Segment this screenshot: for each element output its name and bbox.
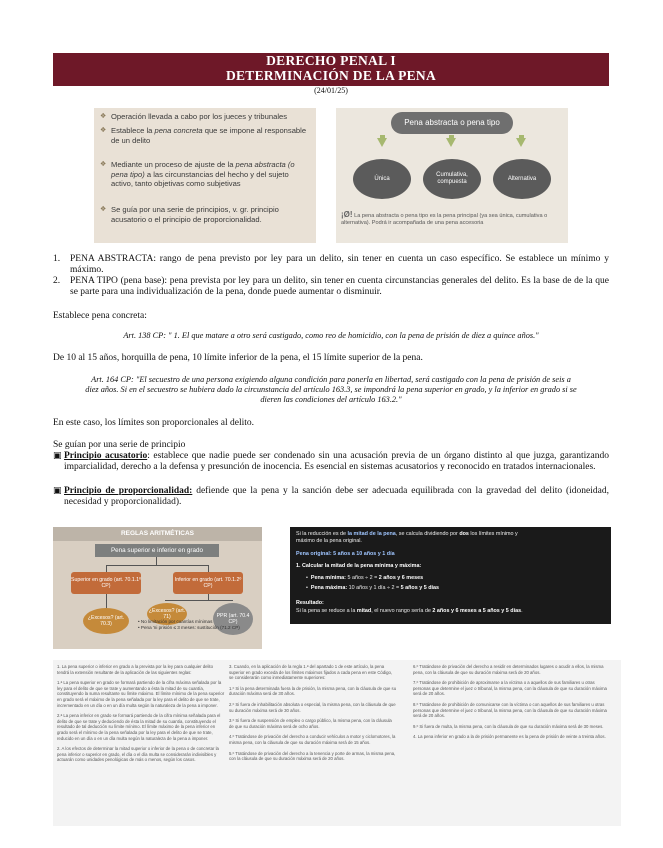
slide-reduccion-mitad (290, 527, 611, 624)
text-line: • Pena máxima: 10 años y 1 día ÷ 2 = 5 años y 5 días (306, 585, 439, 591)
oval-excesos-71: ¿Excesos? (art. 71) (147, 603, 187, 625)
slide-reglas-aritmeticas (53, 527, 262, 649)
oval-cumulativa: Cumulativa, compuesta (423, 159, 481, 199)
connector-line (106, 565, 208, 566)
slide-bullet: ❖ Establece la pena concreta que se impone al responsable de un delito (100, 126, 307, 145)
list-item: 1. PENA ABSTRACTA: rango de pena previsto por ley para un delito, sin tener en cuenta un caso específico. Se establece un mínimo y máximo. (53, 254, 609, 275)
slide-note: ¡Ø! La pena abstracta o pena tipo es la pena principal (ya sea única, cumulativa o alternativa). Podrá ir acompañada de una pena accesoria (341, 210, 548, 226)
oval-unica: Única (353, 159, 411, 199)
text-line: Si la reducción es de la mitad de la pena, se calcula dividiendo por dos los límites mínimo y (296, 531, 518, 537)
quote-art-138: Art. 138 CP: " 1. El que matare a otro será castigado, como reo de homicidio, con la pena de prisión de diez a quince años." (123, 331, 539, 340)
connector-line (156, 557, 157, 565)
articulo-70-panel (53, 660, 621, 826)
oval-ppr: PPR (art. 70.4 CP) (213, 603, 253, 635)
title-banner (53, 53, 609, 86)
bullet-diamond-icon: ❖ (100, 113, 107, 120)
slide-bullet: ❖ Operación llevada a cabo por los jueces y tribunales (100, 112, 288, 121)
slide-determinacion (94, 108, 316, 243)
list-item: ▣ Principio de proporcionalidad: defiende que la pena y la sanción debe ser adecuada equilibrada con la gravedad del delito (idoneidad, necesidad y proporcionalidad). (53, 485, 609, 507)
warning-mark: ¡Ø! (341, 210, 353, 219)
slide-bullets: • No limitación por cuantías mínimas • Pena 'ni prisión ≤ 3 meses: sustitución (71.2 CP) (138, 619, 240, 630)
slide-title: REGLAS ARITMÉTICAS (53, 527, 262, 541)
paragraph: En este caso, los límites son proporcionales al delito. (53, 418, 255, 428)
slide-pena-abstracta (336, 108, 568, 243)
arrow-down-icon (516, 138, 526, 147)
text-line: máximo de la pena original. (296, 538, 362, 544)
paragraph: De 10 al 15 años, horquilla de pena, 10 límite inferior de la pena, el 15 límite superior de la pena. (53, 353, 423, 363)
text-line: Si la pena se reduce a la mitad, el nuevo rango sería de 2 años y 6 meses a 5 años y 5 días. (296, 608, 523, 614)
text-line: • Pena mínima: 5 años ÷ 2 = 2 años y 6 meses (306, 575, 424, 581)
title-line-2: DETERMINACIÓN DE LA PENA (225, 68, 437, 83)
slide-bullet: ❖ Se guía por una serie de principios, v. gr. principio acusatorio o el principio de proporcionalidad. (100, 205, 279, 224)
list-item: ▣ Principio acusatorio: establece que nadie puede ser condenado sin una acusación previa de un órgano distinto al que juzga, garantizando imparcialidad, derecho a la defensa y presunción de inocencia. Es esencial en sistemas acusatorios y reconocido en tratados internacionales. (53, 450, 609, 472)
connector-line (208, 565, 209, 572)
paragraph: Establece pena concreta: (53, 311, 147, 321)
bullet-diamond-icon: ❖ (100, 161, 107, 168)
text-column: 1. La pena superior o inferior en grado a la prevista por la ley para cualquier delito tendrá la extensión resultante de la aplicación de las siguientes reglas: 1.ª La pena superior en grado se formará partiendo de la cifra máxima señalada por la ley para el delito de que se trate y aumentando a ésta la mitad de su cuantía, constituyendo la suma resultante su límite máximo. El límite mínimo de la pena superior en grado será el máximo de la pena señalada por la ley para el delito de que se trate, incrementado en un día o en un día multa según la naturaleza de la pena a imponer. 2.ª La pena inferior en grado se formará partiendo de la cifra mínima señalada para el delito de que se trate y deduciendo de ésta la mitad de su cuantía, constituyendo el resultado de tal deducción su límite mínimo. El límite máximo de la pena inferior en grado será el mínimo de la pena señalada por la ley para el delito de que se trate, reducido en un día o en un día multa según la naturaleza de la pena a imponer. 2. A los efectos de determinar la mitad superior o inferior de la pena o de concretar la pena inferior o superior en grado, el día o el día multa se considerarán indivisibles y actuarán como unidades penológicas de más o menos, según los casos. (57, 664, 225, 763)
connector-line (165, 600, 233, 601)
text-column: 6.º Tratándose de privación del derecho a residir en determinados lugares o acudir a ellos, la misma pena, con la cláusula de que su duración máxima será de 20 años. 7.º Tratándose de prohibición de aproximarse a la víctima o a aquellos de sus familiares u otras personas que determine el juez o tribunal, la misma pena, con la cláusula de que su duración máxima será de 20 años. 8.º Tratándose de prohibición de comunicarse con la víctima o con aquellos de sus familiares u otras personas que determine el juez o tribunal, la misma pena, con la cláusula de que su duración máxima será de 20 años. 9.º Si fuera de multa, la misma pena, con la cláusula de que su duración máxima será de 30 meses. 4. La pena inferior en grado a la de prisión permanente es la pena de prisión de veinte a treinta años. (413, 664, 607, 740)
oval-excesos-70-3: ¿Excesos? (art. 70.3) (83, 608, 129, 634)
arrow-down-icon (446, 138, 456, 147)
slide-bullet: ❖ Mediante un proceso de ajuste de la pena abstracta (o pena tipo) a las circunstancias del hecho y del sujeto activo, tanto objetivas como subjetivas (100, 160, 295, 189)
quote-art-164: Art. 164 CP: "El secuestro de una persona exigiendo alguna condición para ponerla en libertad, será castigado con la pena de prisión de seis a diez años. Si en el secuestro se hubiera dado la circunstancia del artículo 163.3, se impondrá la pena superior en grado, y la inferior en grado si se dieren las condiciones del artículo 163.2." (85, 375, 577, 404)
box-inferior-grado: Inferior en grado (art. 70.1.2º CP) (173, 572, 243, 594)
text-line: Resultado: (296, 600, 324, 606)
text-line: 1. Calcular la mitad de la pena mínima y máxima: (296, 563, 422, 569)
bullet-diamond-icon: ❖ (100, 127, 107, 134)
list-item: 2. PENA TIPO (pena base): pena prevista por ley para un delito, sin tener en cuenta circunstancias generales del delito. Es la base de de la que se parte para una individualización de la pena, donde puede aumentar o disminuir. (53, 276, 609, 297)
date-label: (24/01/25) (314, 86, 348, 95)
checkbox-bullet-icon: ▣ (53, 485, 62, 495)
oval-alternativa: Alternativa (493, 159, 551, 199)
box-superior-grado: Superior en grado (art. 70.1.1º CP) (71, 572, 141, 594)
connector-line (106, 565, 107, 572)
text-line: Pena original: 5 años a 10 años y 1 día (296, 551, 395, 557)
arrow-down-icon (377, 138, 387, 147)
bullet-diamond-icon: ❖ (100, 206, 107, 213)
title-line-1: DERECHO PENAL I (266, 53, 396, 68)
slide-subtitle: Pena superior e inferior en grado (95, 544, 219, 557)
checkbox-bullet-icon: ▣ (53, 450, 62, 460)
text-column: 3. Cuando, en la aplicación de la regla 1.ª del apartado 1 de este artículo, la pena superior en grado exceda de los límites máximos fijados a cada pena en este Código, se considerarán como inmediatamente superiores: 1.º Si la pena determinada fuera la de prisión, la misma pena, con la cláusula de que su duración máxima será de 30 años. 2.º Si fuera de inhabilitación absoluta o especial, la misma pena, con la cláusula de que su duración máxima será de 30 años. 3.º Si fuera de suspensión de empleo o cargo público, la misma pena, con la cláusula de que su duración máxima será de ocho años. 4.º Tratándose de privación del derecho a conducir vehículos a motor y ciclomotores, la misma pena, con la cláusula de que su duración máxima será de 15 años. 5.º Tratándose de privación del derecho a la tenencia y porte de armas, la misma pena, con la cláusula de que su duración máxima será de 20 años. (229, 664, 397, 762)
paragraph: Se guían por una serie de principio (53, 440, 186, 450)
slide-title: Pena abstracta o pena tipo (391, 112, 513, 134)
connector-line (106, 594, 107, 608)
